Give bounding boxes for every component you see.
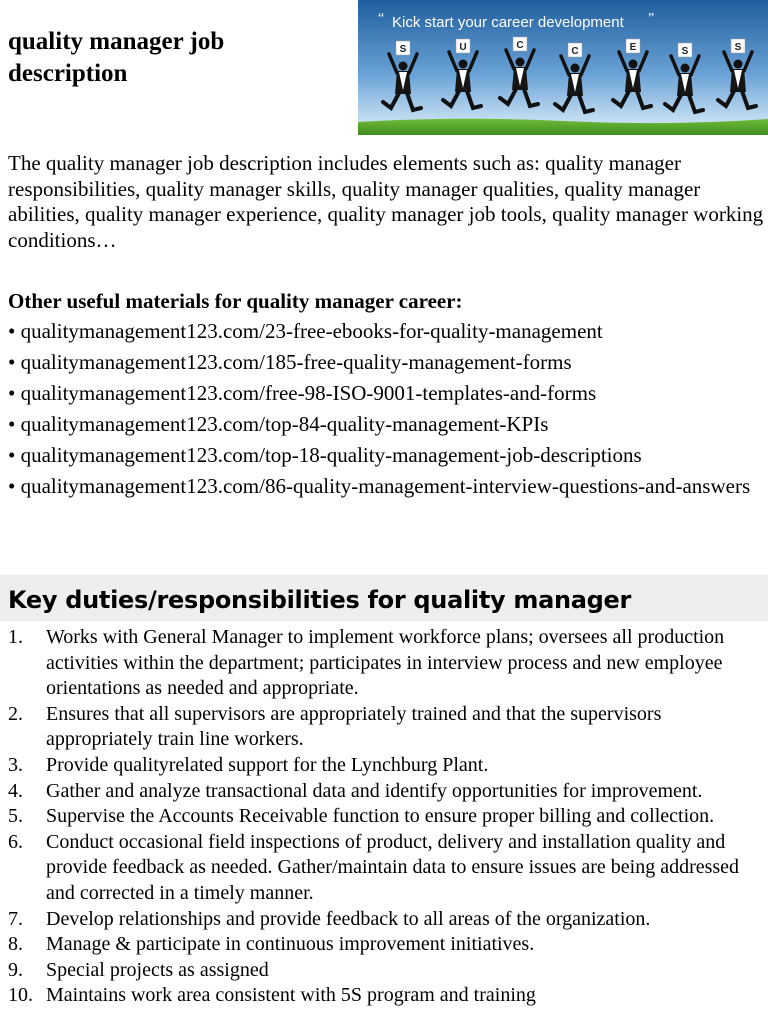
- duty-number: 7.: [8, 907, 23, 930]
- duty-item: [8, 753, 760, 779]
- duty-item: [8, 983, 760, 1009]
- material-link[interactable]: • qualitymanagement123.com/top-84-quality-management-KPIs: [8, 412, 764, 438]
- banner-image: [358, 0, 768, 135]
- duty-number: 3.: [8, 753, 23, 776]
- duty-number: 2.: [8, 702, 23, 725]
- page-title: quality manager job description: [8, 28, 225, 87]
- duty-text: Manage & participate in continuous improvement initiatives.: [46, 933, 535, 956]
- duty-text: Ensures that all supervisors are appropriately trained and that the supervisors appropriately train line workers.: [46, 702, 662, 751]
- duty-number: 5.: [8, 805, 23, 828]
- material-link[interactable]: • qualitymanagement123.com/23-free-ebooks-for-quality-management: [8, 319, 764, 345]
- svg-text:”: ”: [648, 11, 655, 26]
- duty-item: [8, 830, 760, 907]
- duties-list: [8, 625, 760, 1009]
- material-link[interactable]: • qualitymanagement123.com/free-98-ISO-9001-templates-and-forms: [8, 381, 764, 407]
- material-link[interactable]: • qualitymanagement123.com/86-quality-management-interview-questions-and-answers: [8, 474, 764, 500]
- duty-item: [8, 907, 760, 933]
- duty-number: 9.: [8, 958, 23, 981]
- duty-item: [8, 702, 760, 753]
- intro-paragraph: The quality manager job description includes elements such as: quality manager responsibilities, quality manager skills, quality manager qualities, quality manager abilities, quality manager experience, quality manager job tools, quality manager working conditions…: [8, 151, 764, 252]
- letter-card-label: U: [459, 42, 467, 53]
- letter-card-label: S: [734, 42, 742, 53]
- materials-section: [8, 289, 764, 505]
- duty-item: [8, 779, 760, 805]
- duty-number: 4.: [8, 779, 23, 802]
- duty-number: 1.: [8, 626, 23, 648]
- letter-card-label: S: [399, 44, 407, 55]
- materials-list: [8, 319, 764, 500]
- duty-text: Conduct occasional field inspections of product, delivery and installation quality and provide feedback as needed. Gather/maintain data to ensure issues are being addressed and corrected in a timely manner.: [46, 830, 740, 904]
- svg-text:“: “: [378, 11, 385, 26]
- duty-number: 10.: [8, 984, 33, 1007]
- material-link[interactable]: • qualitymanagement123.com/top-18-quality-management-job-descriptions: [8, 443, 764, 469]
- duty-text: Develop relationships and provide feedback to all areas of the organization.: [46, 907, 651, 930]
- banner-quote: Kick start your career development: [392, 14, 624, 31]
- duty-text: Gather and analyze transactional data and identify opportunities for improvement.: [46, 779, 703, 802]
- letter-card-label: E: [629, 42, 637, 53]
- material-link[interactable]: • qualitymanagement123.com/185-free-quality-management-forms: [8, 350, 764, 376]
- letter-card-label: C: [516, 40, 524, 51]
- duty-number: 6.: [8, 830, 23, 853]
- duty-text: Supervise the Accounts Receivable function to ensure proper billing and collection.: [46, 805, 715, 828]
- duty-number: 8.: [8, 933, 23, 956]
- duties-heading: Key duties/responsibilities for quality manager: [8, 586, 632, 614]
- duty-text: Provide qualityrelated support for the Lynchburg Plant.: [46, 753, 489, 776]
- duty-text: Works with General Manager to implement workforce plans; oversees all production activities within the department; participates in interview process and new employee orientations as needed and appropriate.: [46, 626, 725, 700]
- letter-card-label: C: [571, 46, 579, 57]
- duty-text: Maintains work area consistent with 5S program and training: [46, 984, 536, 1007]
- duty-item: [8, 932, 760, 958]
- duty-item: [8, 958, 760, 984]
- duties-header-bar: [0, 575, 768, 621]
- letter-card-label: S: [681, 46, 689, 57]
- duty-text: Special projects as assigned: [46, 958, 269, 981]
- duty-item: [8, 625, 760, 702]
- materials-heading: Other useful materials for quality manager career:: [8, 289, 463, 313]
- duty-item: [8, 804, 760, 830]
